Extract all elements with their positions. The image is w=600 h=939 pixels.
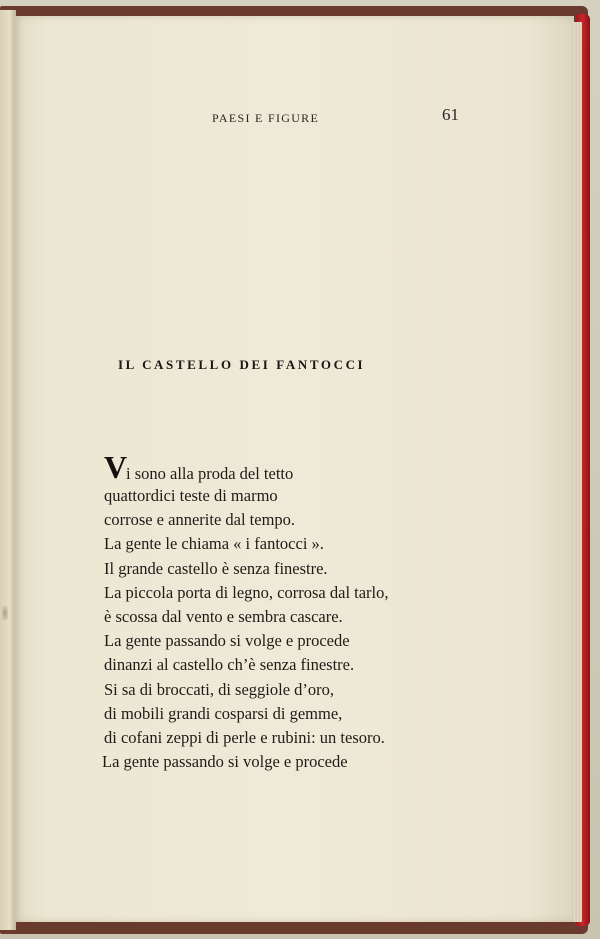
page-number: 61 xyxy=(442,105,459,124)
poem-first-line xyxy=(104,449,544,485)
poem-line: Il grande castello è senza finestre. xyxy=(104,558,328,578)
poem-line: La gente le chiama « i fantocci ». xyxy=(104,534,324,554)
poem-line: di mobili grandi cosparsi di gemme, xyxy=(104,703,343,723)
poem-line: quattordici teste di marmo xyxy=(104,486,278,505)
paper-stain xyxy=(2,606,8,620)
poem-title: IL CASTELLO DEI FANTOCCI xyxy=(118,357,366,372)
poem-body xyxy=(102,449,544,774)
poem-line: corrose e annerite dal tempo. xyxy=(104,510,296,530)
poem-line: La gente passando si volge e procede xyxy=(104,631,350,651)
running-title: PAESI E FIGURE xyxy=(212,111,320,125)
first-line-text: i sono alla proda del tetto xyxy=(126,464,294,483)
poem-line: di cofani zeppi di perle e rubini: un tesoro. xyxy=(104,727,385,747)
poem-line: dinanzi al castello ch’è senza finestre. xyxy=(104,655,355,675)
poem-line: La gente passando si volge e procede xyxy=(102,752,348,772)
drop-cap: V xyxy=(104,449,128,485)
poem-line: Si sa di broccati, di seggiole d’oro, xyxy=(104,679,335,699)
book-page xyxy=(14,16,574,922)
poem-line: è scossa dal vento e sembra cascare. xyxy=(104,606,343,626)
poem-line: La piccola porta di legno, corrosa dal tarlo, xyxy=(104,582,389,602)
